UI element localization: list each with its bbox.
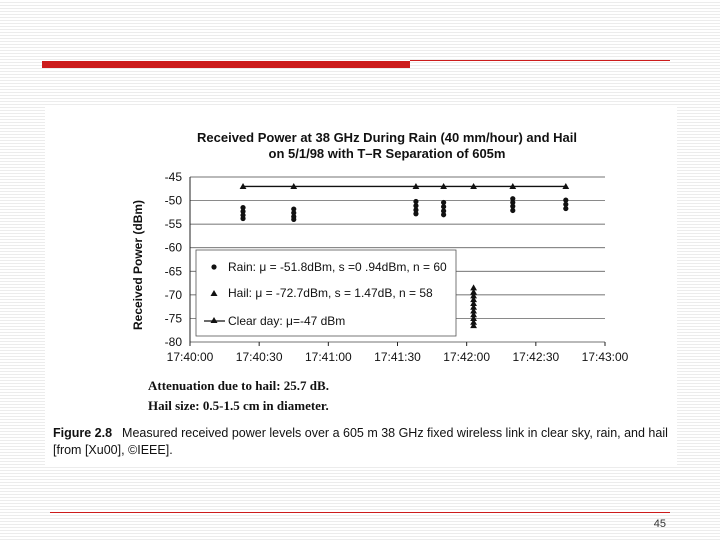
x-tick-label-5: 17:42:30: [512, 350, 560, 364]
x-tick-label-0: 17:40:00: [166, 350, 214, 364]
figure-panel: [45, 105, 677, 465]
footer-rule: [50, 512, 670, 513]
y-tick-label-5: -70: [164, 287, 182, 302]
y-tick-label-4: -65: [164, 264, 182, 279]
rain-point-15: [441, 212, 446, 217]
legend-rain-marker: [211, 264, 216, 269]
y-tick-label-7: -80: [164, 335, 182, 349]
title-accent-bar: [42, 61, 410, 68]
legend-clear-label: Clear day: μ=-47 dBm: [228, 314, 346, 328]
y-tick-label-1: -50: [164, 193, 182, 208]
rain-point-7: [291, 217, 296, 222]
figure-caption-text: Measured received power levels over a 605 m 38 GHz fixed wireless link in clear sky, rain, and hail [from [Xu00], ©IEEE].: [53, 426, 668, 457]
rain-point-19: [510, 208, 515, 213]
x-tick-label-2: 17:41:00: [304, 350, 352, 364]
x-tick-label-3: 17:41:30: [374, 350, 421, 364]
hail-point-10: [470, 322, 477, 328]
x-tick-label-4: 17:42:00: [443, 350, 491, 364]
hail-attenuation-note: Attenuation due to hail: 25.7 dB.: [148, 378, 329, 393]
x-ticks: [167, 342, 629, 364]
page-number: 45: [653, 518, 666, 530]
chart: [45, 105, 677, 425]
rain-point-22: [563, 206, 568, 211]
figure-caption: [53, 425, 673, 459]
chart-title-line-1: Received Power at 38 GHz During Rain (40 mm/hour) and Hail: [197, 130, 577, 145]
y-tick-label-2: -55: [164, 217, 182, 232]
y-ticks: [165, 170, 183, 349]
legend-rain-label: Rain: μ = -51.8dBm, s =0 .94dBm, n = 60: [228, 260, 447, 274]
y-tick-label-6: -75: [164, 311, 182, 326]
rain-point-11: [413, 211, 418, 216]
top-rule: [410, 60, 670, 61]
x-tick-label-1: 17:40:30: [235, 350, 283, 364]
hail-size-note: Hail size: 0.5-1.5 cm in diameter.: [148, 398, 329, 413]
y-axis-label: Received Power (dBm): [131, 199, 145, 331]
figure-caption-label: Figure 2.8: [53, 426, 113, 440]
y-tick-label-0: -45: [164, 170, 182, 184]
legend-hail-label: Hail: μ = -72.7dBm, s = 1.47dB, n = 58: [228, 286, 433, 300]
y-tick-label-3: -60: [164, 240, 182, 255]
x-tick-label-6: 17:43:00: [581, 350, 629, 364]
rain-point-3: [240, 216, 245, 221]
chart-title-line-2: on 5/1/98 with T–R Separation of 605m: [268, 146, 506, 161]
